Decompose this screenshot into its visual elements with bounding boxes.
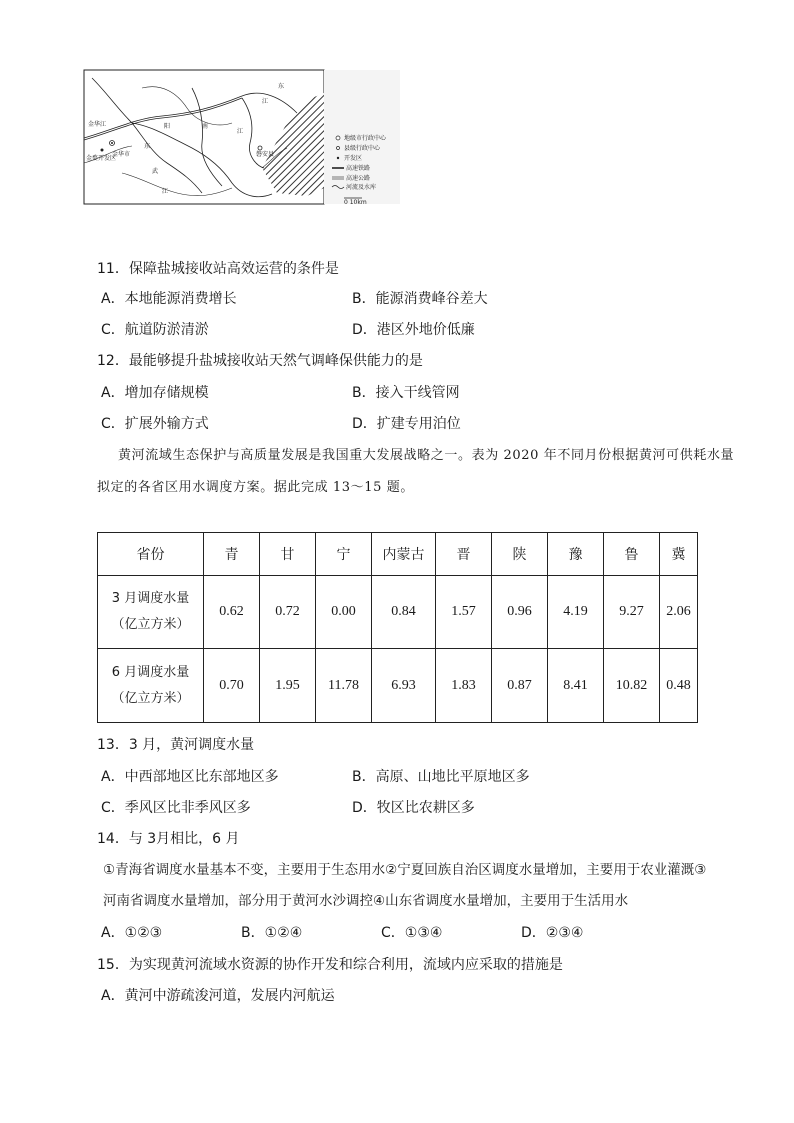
passage-line-2: 拟定的各省区用水调度方案。据此完成 13～15 题。 <box>97 480 414 495</box>
table-cell: 11.78 <box>316 649 372 723</box>
table-header-cell: 豫 <box>548 533 604 576</box>
row-label-line2: （亿立方米） <box>111 690 190 706</box>
legend-river: 河流及水库 <box>346 184 377 191</box>
table-cell: 0.48 <box>660 649 698 723</box>
table-cell: 1.83 <box>436 649 492 723</box>
table-cell: 1.57 <box>436 576 492 649</box>
legend-railway: 高速铁路 <box>346 165 371 172</box>
legend-city: 地级市行政中心 <box>344 135 387 142</box>
map-label: 东 <box>144 143 151 150</box>
map-label: 金华市 <box>112 151 131 158</box>
row-label-line2: （亿立方米） <box>111 617 190 632</box>
map-label: 江 <box>162 188 169 195</box>
q11-stem: 11．保障盐城接收站高效运营的条件是 <box>97 261 339 277</box>
scale-label: 0 10km <box>344 199 367 206</box>
table-header-label: 省份 <box>98 533 204 576</box>
table-cell: 10.82 <box>604 649 660 723</box>
q15-stem: 15．为实现黄河流域水资源的协作开发和综合利用，流域内应采取的措施是 <box>97 957 563 973</box>
county-marker <box>258 146 262 150</box>
q15-option-a[interactable]: A．黄河中游疏浚河道，发展内河航运 <box>101 988 335 1004</box>
table-cell: 6.93 <box>372 649 436 723</box>
q12-option-a[interactable]: A．增加存储规模 <box>101 385 209 401</box>
water-allocation-table <box>97 532 698 723</box>
q11-option-d[interactable]: D．港区外地价低廉 <box>352 322 475 338</box>
q14-option-d[interactable]: D．②③④ <box>521 925 584 941</box>
q12-option-c[interactable]: C．扩展外输方式 <box>101 416 209 432</box>
map-label: 南 <box>202 123 209 130</box>
table-cell: 2.06 <box>660 576 698 649</box>
table-row <box>98 649 698 723</box>
table-header-cell: 青 <box>204 533 260 576</box>
q14-stem: 14．与 3月相比，6 月 <box>97 831 240 847</box>
table-cell: 0.70 <box>204 649 260 723</box>
map-label: 阳 <box>164 123 171 130</box>
table-cell: 1.95 <box>260 649 316 723</box>
row-label-line1: 3 月调度水量 <box>111 591 190 606</box>
q13-stem: 13．3 月，黄河调度水量 <box>97 737 255 753</box>
map-label: 金婺开发区 <box>86 155 117 162</box>
q11-option-c[interactable]: C．航道防淤清淤 <box>101 322 209 338</box>
legend-devzone-symbol <box>337 157 339 159</box>
table-header-cell: 陕 <box>492 533 548 576</box>
passage-line-1: 黄河流域生态保护与高质量发展是我国重大发展战略之一。表为 2020 年不同月份根据黄河可供耗水量 <box>118 448 735 463</box>
q13-option-a[interactable]: A．中西部地区比东部地区多 <box>101 769 279 785</box>
table-header-cell: 甘 <box>260 533 316 576</box>
map-label: 武 <box>152 168 159 175</box>
table-row-label <box>98 649 204 723</box>
q14-option-c[interactable]: C．①③④ <box>381 925 443 941</box>
table-header-cell: 冀 <box>660 533 698 576</box>
table-header-cell: 晋 <box>436 533 492 576</box>
q12-stem: 12．最能够提升盐城接收站天然气调峰保供能力的是 <box>97 353 423 369</box>
table-header-cell: 鲁 <box>604 533 660 576</box>
row-label-line1: 6 月调度水量 <box>111 664 190 680</box>
table-cell: 8.41 <box>548 649 604 723</box>
q11-option-a[interactable]: A．本地能源消费增长 <box>101 291 237 307</box>
map-label: 金华江 <box>88 121 107 128</box>
table-row-label <box>98 576 204 649</box>
table-cell: 0.72 <box>260 576 316 649</box>
q13-option-d[interactable]: D．牧区比农耕区多 <box>352 800 475 816</box>
map-label: 江 <box>262 98 269 105</box>
q14-statement-line-2: 河南省调度水量增加，部分用于黄河水沙调控④山东省调度水量增加，主要用于生活用水 <box>103 893 629 909</box>
table-cell: 9.27 <box>604 576 660 649</box>
legend-devzone: 开发区 <box>344 155 363 162</box>
legend-city-symbol <box>336 136 340 140</box>
table-cell: 0.96 <box>492 576 548 649</box>
table-header-cell: 宁 <box>316 533 372 576</box>
regional-map <box>82 68 402 206</box>
table-header-cell: 内蒙古 <box>372 533 436 576</box>
map-label: 江 <box>237 128 244 135</box>
q13-option-b[interactable]: B．高原、山地比平原地区多 <box>352 769 530 785</box>
legend-county-symbol <box>337 147 340 150</box>
map-label: 磐安县 <box>256 151 275 158</box>
q11-option-b[interactable]: B．能源消费峰谷差大 <box>352 291 488 307</box>
table-cell: 0.87 <box>492 649 548 723</box>
table-cell: 4.19 <box>548 576 604 649</box>
city-marker <box>111 142 113 144</box>
q14-option-b[interactable]: B．①②④ <box>241 925 303 941</box>
legend-highway: 高速公路 <box>346 175 371 182</box>
table-row <box>98 576 698 649</box>
map-drawing <box>82 68 402 206</box>
q14-option-a[interactable]: A．①②③ <box>101 925 163 941</box>
q12-option-d[interactable]: D．扩建专用泊位 <box>352 416 461 432</box>
table-cell: 0.62 <box>204 576 260 649</box>
devzone-marker <box>101 149 104 152</box>
q12-option-b[interactable]: B．接入干线管网 <box>352 385 460 401</box>
legend-county: 县级行政中心 <box>344 145 381 152</box>
map-label: 东 <box>278 83 285 90</box>
table-header-row <box>98 533 698 576</box>
table-cell: 0.00 <box>316 576 372 649</box>
q14-statement-line-1: ①青海省调度水量基本不变，主要用于生态用水②宁夏回族自治区调度水量增加，主要用于农业灌溉③ <box>103 862 707 878</box>
q13-option-c[interactable]: C．季风区比非季风区多 <box>101 800 251 816</box>
table-cell: 0.84 <box>372 576 436 649</box>
